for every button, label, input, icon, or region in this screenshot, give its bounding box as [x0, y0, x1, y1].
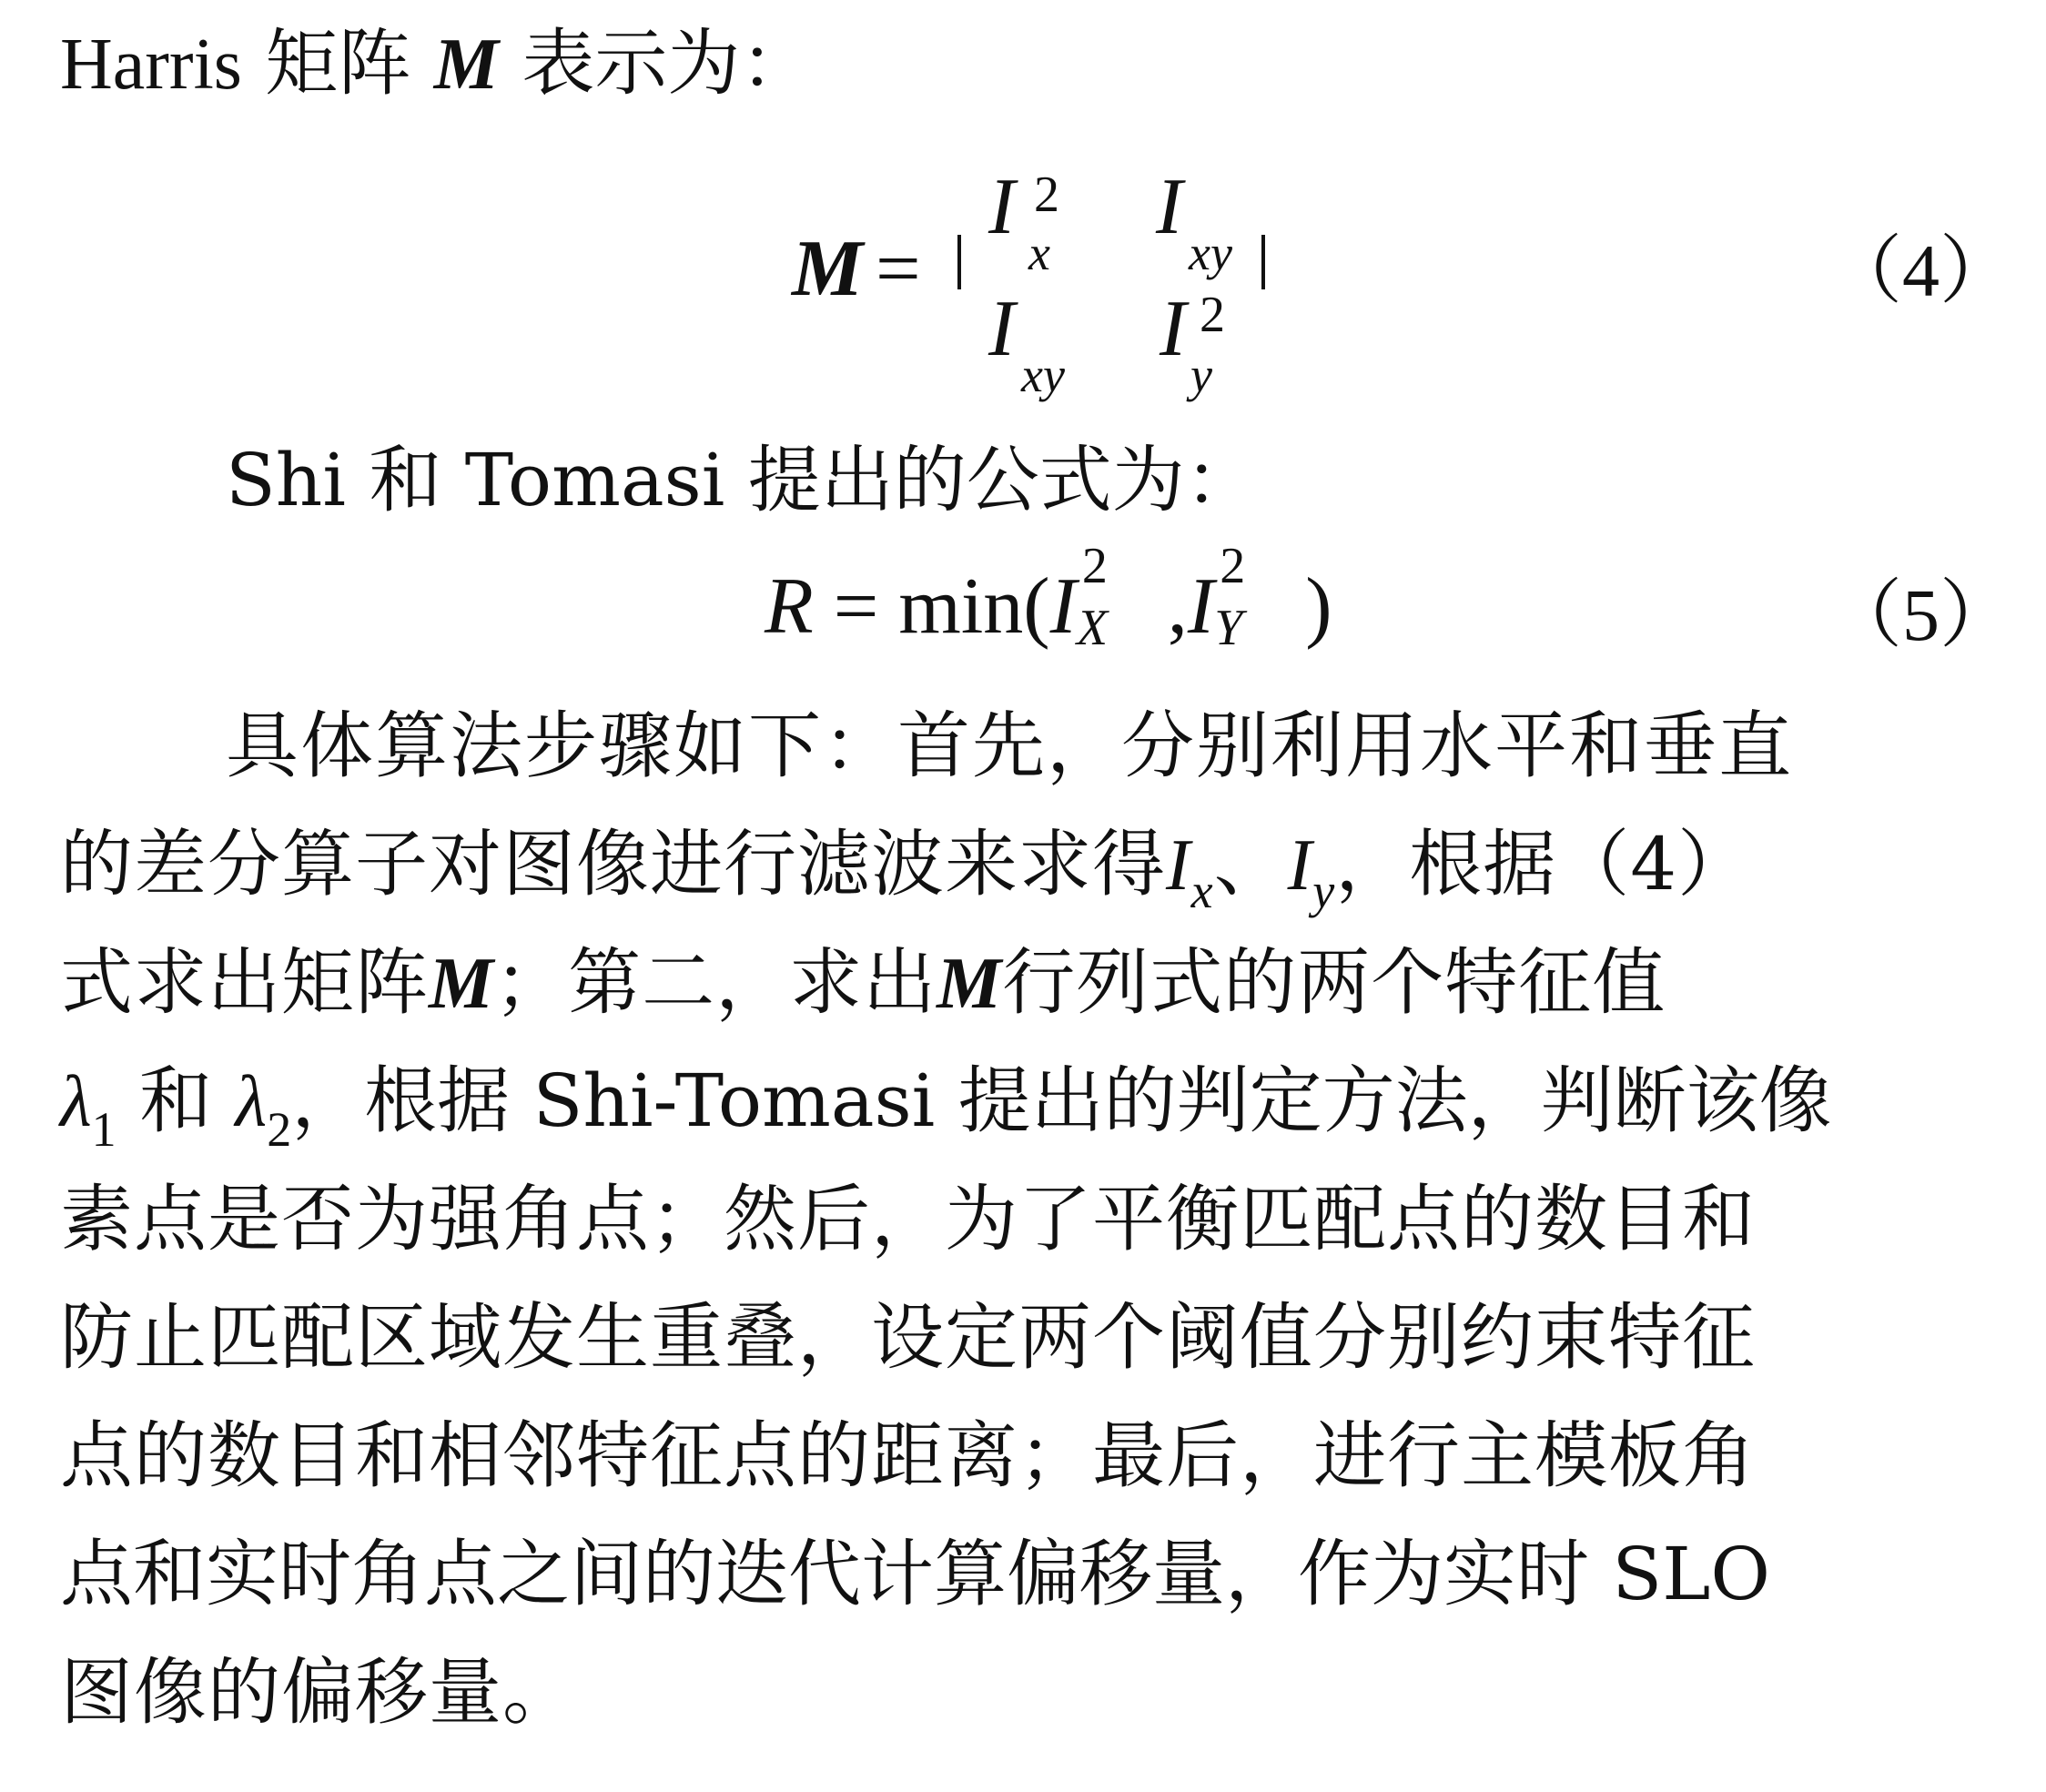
- body-line-2: 的差分算子对图像进行滤波来求得$I_x$、$I_y$，根据（4）: [60, 822, 1752, 918]
- harris-intro-line: [60, 18, 813, 110]
- eq5-equals: =: [833, 562, 879, 651]
- equation-4: [792, 162, 1283, 402]
- harris-suffix: 表示为：: [522, 21, 814, 106]
- eq4-m11: I 2 x: [988, 163, 1059, 280]
- body-line-9: 图像的偏移量。: [60, 1650, 576, 1735]
- eq4-m21: I xy: [988, 285, 1065, 402]
- body-line-5: 素点是否为强角点；然后，为了平衡匹配点的数目和: [60, 1177, 1756, 1261]
- eq4-m12: I xy: [1156, 163, 1232, 280]
- eq5-lhs: R: [765, 562, 814, 651]
- eq5-comma: ,: [1167, 562, 1188, 651]
- body-line-7: 点的数目和相邻特征点的距离；最后，进行主模板角: [60, 1413, 1756, 1498]
- eq4-lhs: M: [792, 225, 864, 313]
- body-line-8: 点和实时角点之间的迭代计算偏移量，作为实时 SLO: [60, 1532, 1770, 1616]
- body-line-4: $\lambda_1$ 和 $\lambda_2$，根据 Shi-Tomasi 提出的判定方法，判断该像: [60, 1058, 1832, 1157]
- eq5-close: ): [1305, 562, 1332, 651]
- eq4-right-bar: [1261, 235, 1265, 289]
- eq5-ix: I: [1049, 562, 1077, 651]
- eq4-left-bar: [957, 235, 961, 289]
- body-line-3: 式求出矩阵M；第二，求出M行列式的两个特征值: [60, 940, 1666, 1025]
- eq4-m22: I 2 y: [1160, 285, 1225, 402]
- equation-5: R = min(I 2 X ,I 2 Y ): [765, 538, 1332, 656]
- shi-tomasi-intro-line: Shi 和 Tomasi 提出的公式为：: [226, 438, 1258, 522]
- body-line-6: 防止匹配区域发生重叠，设定两个阈值分别约束特征: [60, 1295, 1756, 1380]
- eq5-func: min(: [898, 562, 1050, 651]
- equation-4-number: （4）: [1828, 229, 2015, 312]
- eq5-iy: I: [1187, 562, 1215, 651]
- body-line-1: 具体算法步骤如下：首先，分别利用水平和垂直: [226, 704, 1793, 788]
- harris-matrix-symbol: M: [433, 25, 499, 105]
- eq4-equals: =: [876, 225, 921, 313]
- harris-matrix-word: 矩阵: [265, 21, 411, 106]
- equation-5-number: （5）: [1828, 573, 2015, 656]
- harris-word: Harris: [60, 25, 242, 105]
